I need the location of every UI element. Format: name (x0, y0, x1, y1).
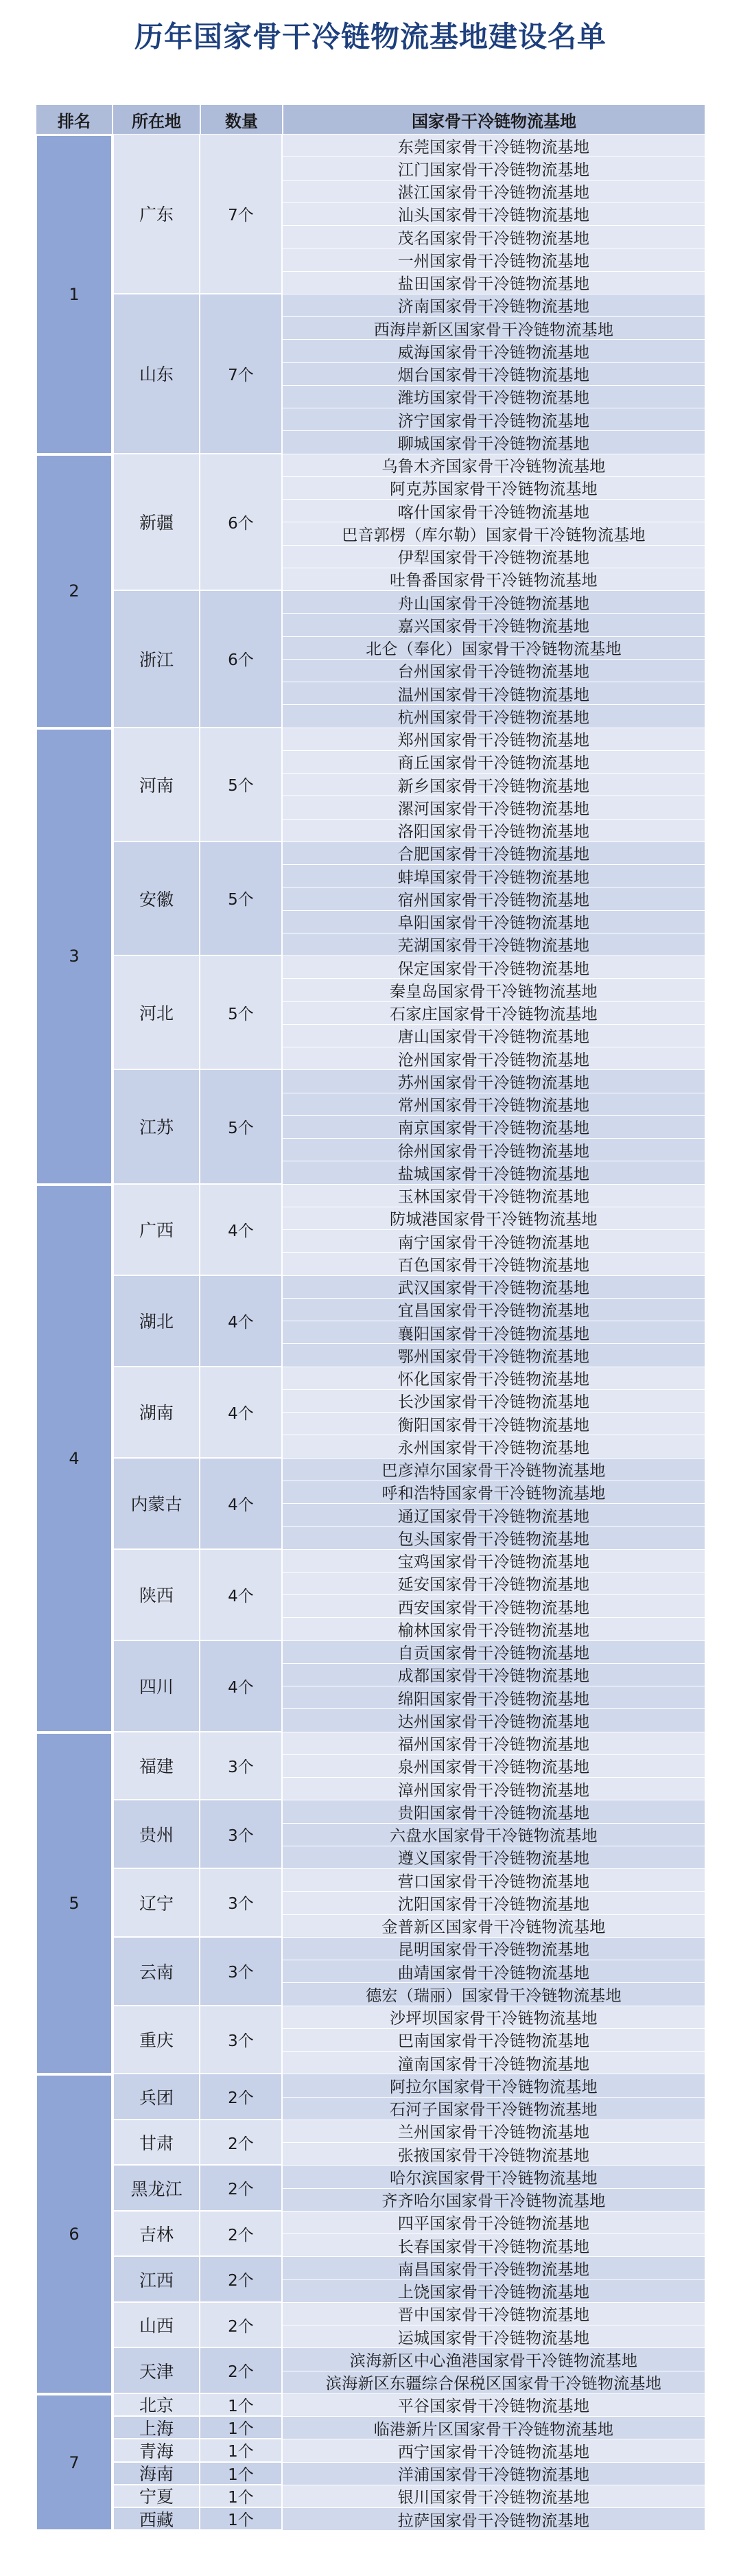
base-name-cell: 蚌埠国家骨干冷链物流基地 (283, 865, 705, 887)
base-name-cell: 德宏（瑞丽）国家骨干冷链物流基地 (283, 1983, 705, 2006)
count-cell: 3个 (200, 1938, 283, 2006)
base-name-cell: 徐州国家骨干冷链物流基地 (283, 1139, 705, 1161)
province-cell: 福建 (113, 1732, 200, 1801)
base-name-cell: 吐鲁番国家骨干冷链物流基地 (283, 568, 705, 591)
base-name-cell: 长春国家骨干冷链物流基地 (283, 2234, 705, 2257)
rank-cell: 3 (36, 728, 113, 1185)
base-name-cell: 喀什国家骨干冷链物流基地 (283, 500, 705, 522)
base-name-cell: 成都国家骨干冷链物流基地 (283, 1664, 705, 1686)
page-title: 历年国家骨干冷链物流基地建设名单 (134, 20, 607, 54)
count-cell: 2个 (200, 2074, 283, 2120)
base-name-cell: 新乡国家骨干冷链物流基地 (283, 774, 705, 796)
rank-cell: 2 (36, 454, 113, 728)
province-cell: 天津 (113, 2348, 200, 2394)
base-name-cell: 秦皇岛国家骨干冷链物流基地 (283, 979, 705, 1001)
province-cell: 山东 (113, 294, 200, 454)
base-name-cell: 东莞国家骨干冷链物流基地 (283, 135, 705, 157)
province-cell: 新疆 (113, 454, 200, 592)
count-cell: 4个 (200, 1550, 283, 1641)
base-name-cell: 石家庄国家骨干冷链物流基地 (283, 1002, 705, 1025)
base-name-cell: 榆林国家骨干冷链物流基地 (283, 1618, 705, 1640)
base-name-cell: 威海国家骨干冷链物流基地 (283, 340, 705, 362)
count-cell: 6个 (200, 591, 283, 728)
base-name-cell: 阿拉尔国家骨干冷链物流基地 (283, 2074, 705, 2097)
base-name-cell: 台州国家骨干冷链物流基地 (283, 660, 705, 682)
base-name-cell: 延安国家骨干冷链物流基地 (283, 1573, 705, 1595)
base-name-cell: 唐山国家骨干冷链物流基地 (283, 1025, 705, 1047)
header-count: 数量 (200, 104, 283, 135)
base-name-cell: 晋中国家骨干冷链物流基地 (283, 2303, 705, 2325)
count-cell: 2个 (200, 2212, 283, 2258)
base-name-cell: 盐城国家骨干冷链物流基地 (283, 1161, 705, 1184)
base-name-cell: 贵阳国家骨干冷链物流基地 (283, 1800, 705, 1823)
province-cell: 甘肃 (113, 2120, 200, 2166)
province-cell: 广西 (113, 1185, 200, 1276)
count-cell: 7个 (200, 135, 283, 294)
count-cell: 3个 (200, 1800, 283, 1869)
base-name-cell: 潼南国家骨干冷链物流基地 (283, 2052, 705, 2074)
province-cell: 湖北 (113, 1276, 200, 1367)
base-name-cell: 衡阳国家骨干冷链物流基地 (283, 1413, 705, 1435)
base-name-cell: 宝鸡国家骨干冷链物流基地 (283, 1550, 705, 1573)
province-cell: 重庆 (113, 2006, 200, 2075)
province-cell: 青海 (113, 2439, 200, 2462)
province-cell: 海南 (113, 2463, 200, 2485)
base-name-cell: 嘉兴国家骨干冷链物流基地 (283, 614, 705, 636)
base-name-cell: 呼和浩特国家骨干冷链物流基地 (283, 1481, 705, 1504)
header-bases: 国家骨干冷链物流基地 (283, 104, 705, 135)
rank-cell: 6 (36, 2074, 113, 2394)
base-name-cell: 沈阳国家骨干冷链物流基地 (283, 1892, 705, 1914)
province-cell: 贵州 (113, 1800, 200, 1869)
count-cell: 4个 (200, 1185, 283, 1276)
rank-cell: 7 (36, 2394, 113, 2531)
base-name-cell: 沙坪坝国家骨干冷链物流基地 (283, 2006, 705, 2029)
count-cell: 4个 (200, 1459, 283, 1550)
base-name-cell: 运城国家骨干冷链物流基地 (283, 2325, 705, 2348)
base-name-cell: 舟山国家骨干冷链物流基地 (283, 591, 705, 614)
base-name-cell: 临港新片区国家骨干冷链物流基地 (283, 2417, 705, 2439)
base-name-cell: 西安国家骨干冷链物流基地 (283, 1595, 705, 1618)
base-name-cell: 百色国家骨干冷链物流基地 (283, 1253, 705, 1275)
base-name-cell: 聊城国家骨干冷链物流基地 (283, 431, 705, 454)
count-cell: 1个 (200, 2439, 283, 2462)
base-name-cell: 平谷国家骨干冷链物流基地 (283, 2394, 705, 2417)
base-name-cell: 通辽国家骨干冷链物流基地 (283, 1504, 705, 1527)
province-cell: 黑龙江 (113, 2166, 200, 2212)
base-name-cell: 鄂州国家骨干冷链物流基地 (283, 1344, 705, 1367)
rank-cell: 5 (36, 1732, 113, 2075)
base-name-cell: 泉州国家骨干冷链物流基地 (283, 1755, 705, 1778)
province-cell: 四川 (113, 1641, 200, 1732)
province-cell: 辽宁 (113, 1869, 200, 1938)
base-name-cell: 玉林国家骨干冷链物流基地 (283, 1185, 705, 1207)
count-cell: 6个 (200, 454, 283, 592)
base-name-cell: 沧州国家骨干冷链物流基地 (283, 1047, 705, 1070)
province-cell: 安徽 (113, 842, 200, 956)
province-cell: 山西 (113, 2303, 200, 2349)
count-cell: 5个 (200, 956, 283, 1070)
base-name-cell: 营口国家骨干冷链物流基地 (283, 1869, 705, 1892)
province-cell: 吉林 (113, 2212, 200, 2258)
base-name-cell: 烟台国家骨干冷链物流基地 (283, 363, 705, 386)
base-name-cell: 巴南国家骨干冷链物流基地 (283, 2029, 705, 2052)
base-name-cell: 乌鲁木齐国家骨干冷链物流基地 (283, 454, 705, 477)
base-name-cell: 湛江国家骨干冷链物流基地 (283, 181, 705, 203)
base-name-cell: 滨海新区中心渔港国家骨干冷链物流基地 (283, 2348, 705, 2371)
base-name-cell: 绵阳国家骨干冷链物流基地 (283, 1686, 705, 1709)
base-name-cell: 苏州国家骨干冷链物流基地 (283, 1070, 705, 1093)
count-cell: 2个 (200, 2303, 283, 2349)
base-name-cell: 滨海新区东疆综合保税区国家骨干冷链物流基地 (283, 2371, 705, 2394)
base-name-cell: 银川国家骨干冷链物流基地 (283, 2485, 705, 2508)
cold-chain-base-table (36, 104, 705, 2531)
base-name-cell: 怀化国家骨干冷链物流基地 (283, 1367, 705, 1390)
base-name-cell: 西海岸新区国家骨干冷链物流基地 (283, 317, 705, 340)
count-cell: 4个 (200, 1367, 283, 1459)
count-cell: 2个 (200, 2257, 283, 2303)
base-name-cell: 包头国家骨干冷链物流基地 (283, 1527, 705, 1549)
base-name-cell: 兰州国家骨干冷链物流基地 (283, 2120, 705, 2143)
base-name-cell: 昆明国家骨干冷链物流基地 (283, 1938, 705, 1960)
count-cell: 3个 (200, 1732, 283, 1801)
base-name-cell: 防城港国家骨干冷链物流基地 (283, 1207, 705, 1230)
base-name-cell: 襄阳国家骨干冷链物流基地 (283, 1321, 705, 1344)
province-cell: 河南 (113, 728, 200, 842)
count-cell: 5个 (200, 728, 283, 842)
province-cell: 北京 (113, 2394, 200, 2417)
base-name-cell: 张掖国家骨干冷链物流基地 (283, 2143, 705, 2166)
base-name-cell: 遵义国家骨干冷链物流基地 (283, 1846, 705, 1869)
base-name-cell: 芜湖国家骨干冷链物流基地 (283, 933, 705, 956)
base-name-cell: 西宁国家骨干冷链物流基地 (283, 2439, 705, 2462)
base-name-cell: 潍坊国家骨干冷链物流基地 (283, 386, 705, 408)
base-name-cell: 南宁国家骨干冷链物流基地 (283, 1230, 705, 1253)
province-cell: 浙江 (113, 591, 200, 728)
base-name-cell: 巴音郭楞（库尔勒）国家骨干冷链物流基地 (283, 522, 705, 545)
province-cell: 广东 (113, 135, 200, 294)
base-name-cell: 齐齐哈尔国家骨干冷链物流基地 (283, 2189, 705, 2212)
base-name-cell: 哈尔滨国家骨干冷链物流基地 (283, 2166, 705, 2188)
province-cell: 上海 (113, 2417, 200, 2439)
base-name-cell: 合肥国家骨干冷链物流基地 (283, 842, 705, 865)
count-cell: 1个 (200, 2394, 283, 2417)
base-name-cell: 拉萨国家骨干冷链物流基地 (283, 2508, 705, 2531)
count-cell: 3个 (200, 2006, 283, 2075)
base-name-cell: 达州国家骨干冷链物流基地 (283, 1709, 705, 1732)
base-name-cell: 济南国家骨干冷链物流基地 (283, 294, 705, 317)
base-name-cell: 漳州国家骨干冷链物流基地 (283, 1778, 705, 1800)
base-name-cell: 一州国家骨干冷链物流基地 (283, 248, 705, 271)
base-name-cell: 杭州国家骨干冷链物流基地 (283, 705, 705, 728)
base-name-cell: 阿克苏国家骨干冷链物流基地 (283, 477, 705, 500)
base-name-cell: 汕头国家骨干冷链物流基地 (283, 203, 705, 226)
base-name-cell: 济宁国家骨干冷链物流基地 (283, 408, 705, 431)
header-rank: 排名 (36, 104, 113, 135)
rank-cell: 4 (36, 1185, 113, 1732)
base-name-cell: 常州国家骨干冷链物流基地 (283, 1093, 705, 1116)
province-cell: 内蒙古 (113, 1459, 200, 1550)
base-name-cell: 北仑（奉化）国家骨干冷链物流基地 (283, 637, 705, 660)
count-cell: 1个 (200, 2417, 283, 2439)
count-cell: 4个 (200, 1276, 283, 1367)
base-name-cell: 江门国家骨干冷链物流基地 (283, 157, 705, 180)
province-cell: 宁夏 (113, 2485, 200, 2508)
base-name-cell: 自贡国家骨干冷链物流基地 (283, 1641, 705, 1664)
base-name-cell: 六盘水国家骨干冷链物流基地 (283, 1824, 705, 1846)
count-cell: 5个 (200, 842, 283, 956)
base-name-cell: 永州国家骨干冷链物流基地 (283, 1435, 705, 1458)
count-cell: 1个 (200, 2485, 283, 2508)
province-cell: 江苏 (113, 1070, 200, 1184)
province-cell: 兵团 (113, 2074, 200, 2120)
province-cell: 河北 (113, 956, 200, 1070)
province-cell: 西藏 (113, 2508, 200, 2531)
province-cell: 云南 (113, 1938, 200, 2006)
base-name-cell: 洋浦国家骨干冷链物流基地 (283, 2463, 705, 2485)
count-cell: 4个 (200, 1641, 283, 1732)
base-name-cell: 宜昌国家骨干冷链物流基地 (283, 1299, 705, 1321)
base-name-cell: 上饶国家骨干冷链物流基地 (283, 2280, 705, 2303)
base-name-cell: 福州国家骨干冷链物流基地 (283, 1732, 705, 1755)
count-cell: 3个 (200, 1869, 283, 1938)
rank-cell: 1 (36, 135, 113, 454)
base-name-cell: 盐田国家骨干冷链物流基地 (283, 272, 705, 294)
base-name-cell: 南昌国家骨干冷链物流基地 (283, 2257, 705, 2279)
base-name-cell: 武汉国家骨干冷链物流基地 (283, 1276, 705, 1299)
base-name-cell: 郑州国家骨干冷链物流基地 (283, 728, 705, 751)
base-name-cell: 保定国家骨干冷链物流基地 (283, 956, 705, 979)
count-cell: 7个 (200, 294, 283, 454)
base-name-cell: 洛阳国家骨干冷链物流基地 (283, 820, 705, 842)
count-cell: 5个 (200, 1070, 283, 1184)
province-cell: 江西 (113, 2257, 200, 2303)
count-cell: 2个 (200, 2348, 283, 2394)
count-cell: 2个 (200, 2166, 283, 2212)
count-cell: 1个 (200, 2463, 283, 2485)
base-name-cell: 阜阳国家骨干冷链物流基地 (283, 911, 705, 933)
province-cell: 陕西 (113, 1550, 200, 1641)
base-name-cell: 南京国家骨干冷链物流基地 (283, 1116, 705, 1139)
count-cell: 2个 (200, 2120, 283, 2166)
base-name-cell: 温州国家骨干冷链物流基地 (283, 682, 705, 705)
header-location: 所在地 (113, 104, 200, 135)
base-name-cell: 四平国家骨干冷链物流基地 (283, 2212, 705, 2234)
base-name-cell: 曲靖国家骨干冷链物流基地 (283, 1960, 705, 1983)
count-cell: 1个 (200, 2508, 283, 2531)
province-cell: 湖南 (113, 1367, 200, 1459)
base-name-cell: 商丘国家骨干冷链物流基地 (283, 751, 705, 774)
base-name-cell: 长沙国家骨干冷链物流基地 (283, 1390, 705, 1413)
base-name-cell: 伊犁国家骨干冷链物流基地 (283, 546, 705, 568)
base-name-cell: 巴彦淖尔国家骨干冷链物流基地 (283, 1459, 705, 1481)
base-name-cell: 茂名国家骨干冷链物流基地 (283, 226, 705, 248)
base-name-cell: 漯河国家骨干冷链物流基地 (283, 796, 705, 819)
base-name-cell: 石河子国家骨干冷链物流基地 (283, 2098, 705, 2120)
base-name-cell: 宿州国家骨干冷链物流基地 (283, 887, 705, 910)
base-name-cell: 金普新区国家骨干冷链物流基地 (283, 1915, 705, 1938)
